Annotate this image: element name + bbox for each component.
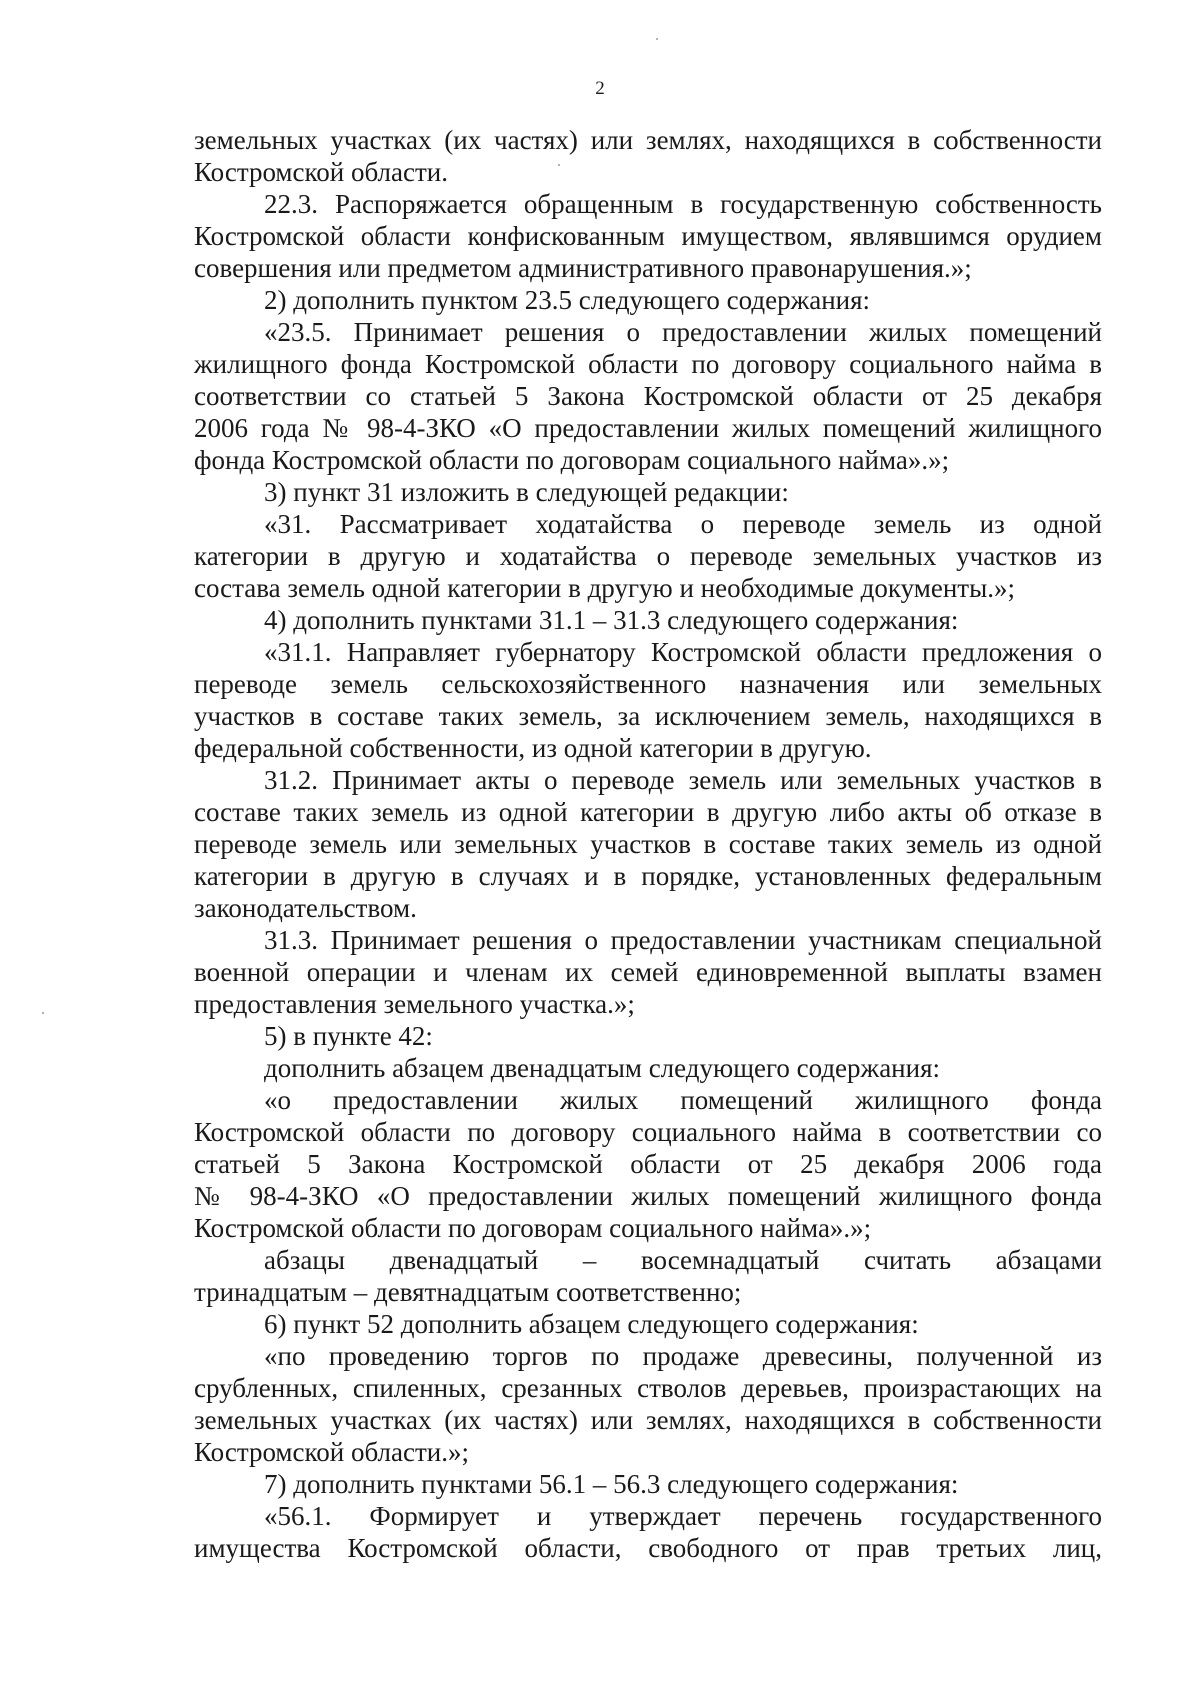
text-line: состава земель одной категории в другую и необходимые документы.»; [194,573,1015,603]
text-line: 31.2. Принимает акты о переводе земель или земельных участков в [264,765,1102,795]
text-line: Костромской области по договору социального найма в соответствии со [194,1117,1102,1147]
text-line: предоставления земельного участка.»; [194,989,635,1019]
text-line: 7) дополнить пунктами 56.1 – 56.3 следующего содержания: [264,1469,959,1499]
text-line: «31.1. Направляет губернатору Костромской области предложения о [264,637,1102,667]
text-line: абзацы двенадцатый – восемнадцатый считать абзацами [264,1245,1102,1275]
text-line: переводе земель сельскохозяйственного назначения или земельных [194,669,1102,699]
text-line: тринадцатым – девятнадцатым соответственно; [194,1277,742,1307]
text-line: 3) пункт 31 изложить в следующей редакции: [264,477,789,507]
text-line: переводе земель или земельных участков в составе таких земель из одной [194,829,1102,859]
text-line: Костромской области.»; [194,1437,469,1467]
text-line: Костромской области по договорам социального найма».»; [194,1213,872,1243]
text-line: участков в составе таких земель, за исключением земель, находящихся в [194,701,1102,731]
text-line: 22.3. Распоряжается обращенным в государственную собственность [264,189,1102,219]
text-line: статьей 5 Закона Костромской области от 25 декабря 2006 года [194,1149,1102,1179]
text-line: категории в другую в случаях и в порядке, установленных федеральным [194,861,1102,891]
text-line: «по проведению торгов по продаже древесины, полученной из [264,1341,1102,1371]
text-line: 2) дополнить пунктом 23.5 следующего содержания: [264,285,871,315]
text-line: № 98-4-ЗКО «О предоставлении жилых помещений жилищного фонда [194,1181,1102,1211]
text-line: земельных участках (их частях) или землях, находящихся в собственности [194,125,1102,155]
text-line: законодательством. [194,893,417,923]
text-line: составе таких земель из одной категории в другую либо акты об отказе в [194,797,1102,827]
text-line: Костромской области. [194,157,448,187]
text-line: фонда Костромской области по договорам социального найма».»; [194,445,950,475]
text-line: дополнить абзацем двенадцатым следующего содержания: [264,1053,941,1083]
text-line: «о предоставлении жилых помещений жилищного фонда [264,1085,1102,1115]
text-line: 2006 года № 98-4-ЗКО «О предоставлении жилых помещений жилищного [194,413,1102,443]
text-line: военной операции и членам их семей единовременной выплаты взамен [194,957,1102,987]
text-line: 4) дополнить пунктами 31.1 – 31.3 следующего содержания: [264,605,959,635]
text-line: федеральной собственности, из одной категории в другую. [194,733,872,763]
text-line: имущества Костромской области, свободного от прав третьих лиц, [194,1533,1102,1563]
text-line: «23.5. Принимает решения о предоставлении жилых помещений [264,317,1102,347]
text-line: жилищного фонда Костромской области по договору социального найма в [194,349,1102,379]
text-line: 31.3. Принимает решения о предоставлении участникам специальной [264,925,1102,955]
text-line: 5) в пункте 42: [264,1021,433,1051]
text-line: «31. Рассматривает ходатайства о переводе земель из одной [264,509,1102,539]
scan-speck [656,38,658,40]
text-line: совершения или предметом административного правонарушения.»; [194,253,972,283]
text-line: срубленных, спиленных, срезанных стволов деревьев, произрастающих на [194,1373,1102,1403]
text-line: 6) пункт 52 дополнить абзацем следующего содержания: [264,1309,919,1339]
text-line: категории в другую и ходатайства о переводе земельных участков из [194,541,1102,571]
text-line: Костромской области конфискованным имуществом, являвшимся орудием [194,221,1102,251]
text-line: «56.1. Формирует и утверждает перечень государственного [264,1501,1102,1531]
text-line: земельных участках (их частях) или землях, находящихся в собственности [194,1405,1102,1435]
page-number: 2 [595,78,605,99]
scan-speck [42,1012,44,1014]
text-line: соответствии со статьей 5 Закона Костромской области от 25 декабря [194,381,1102,411]
